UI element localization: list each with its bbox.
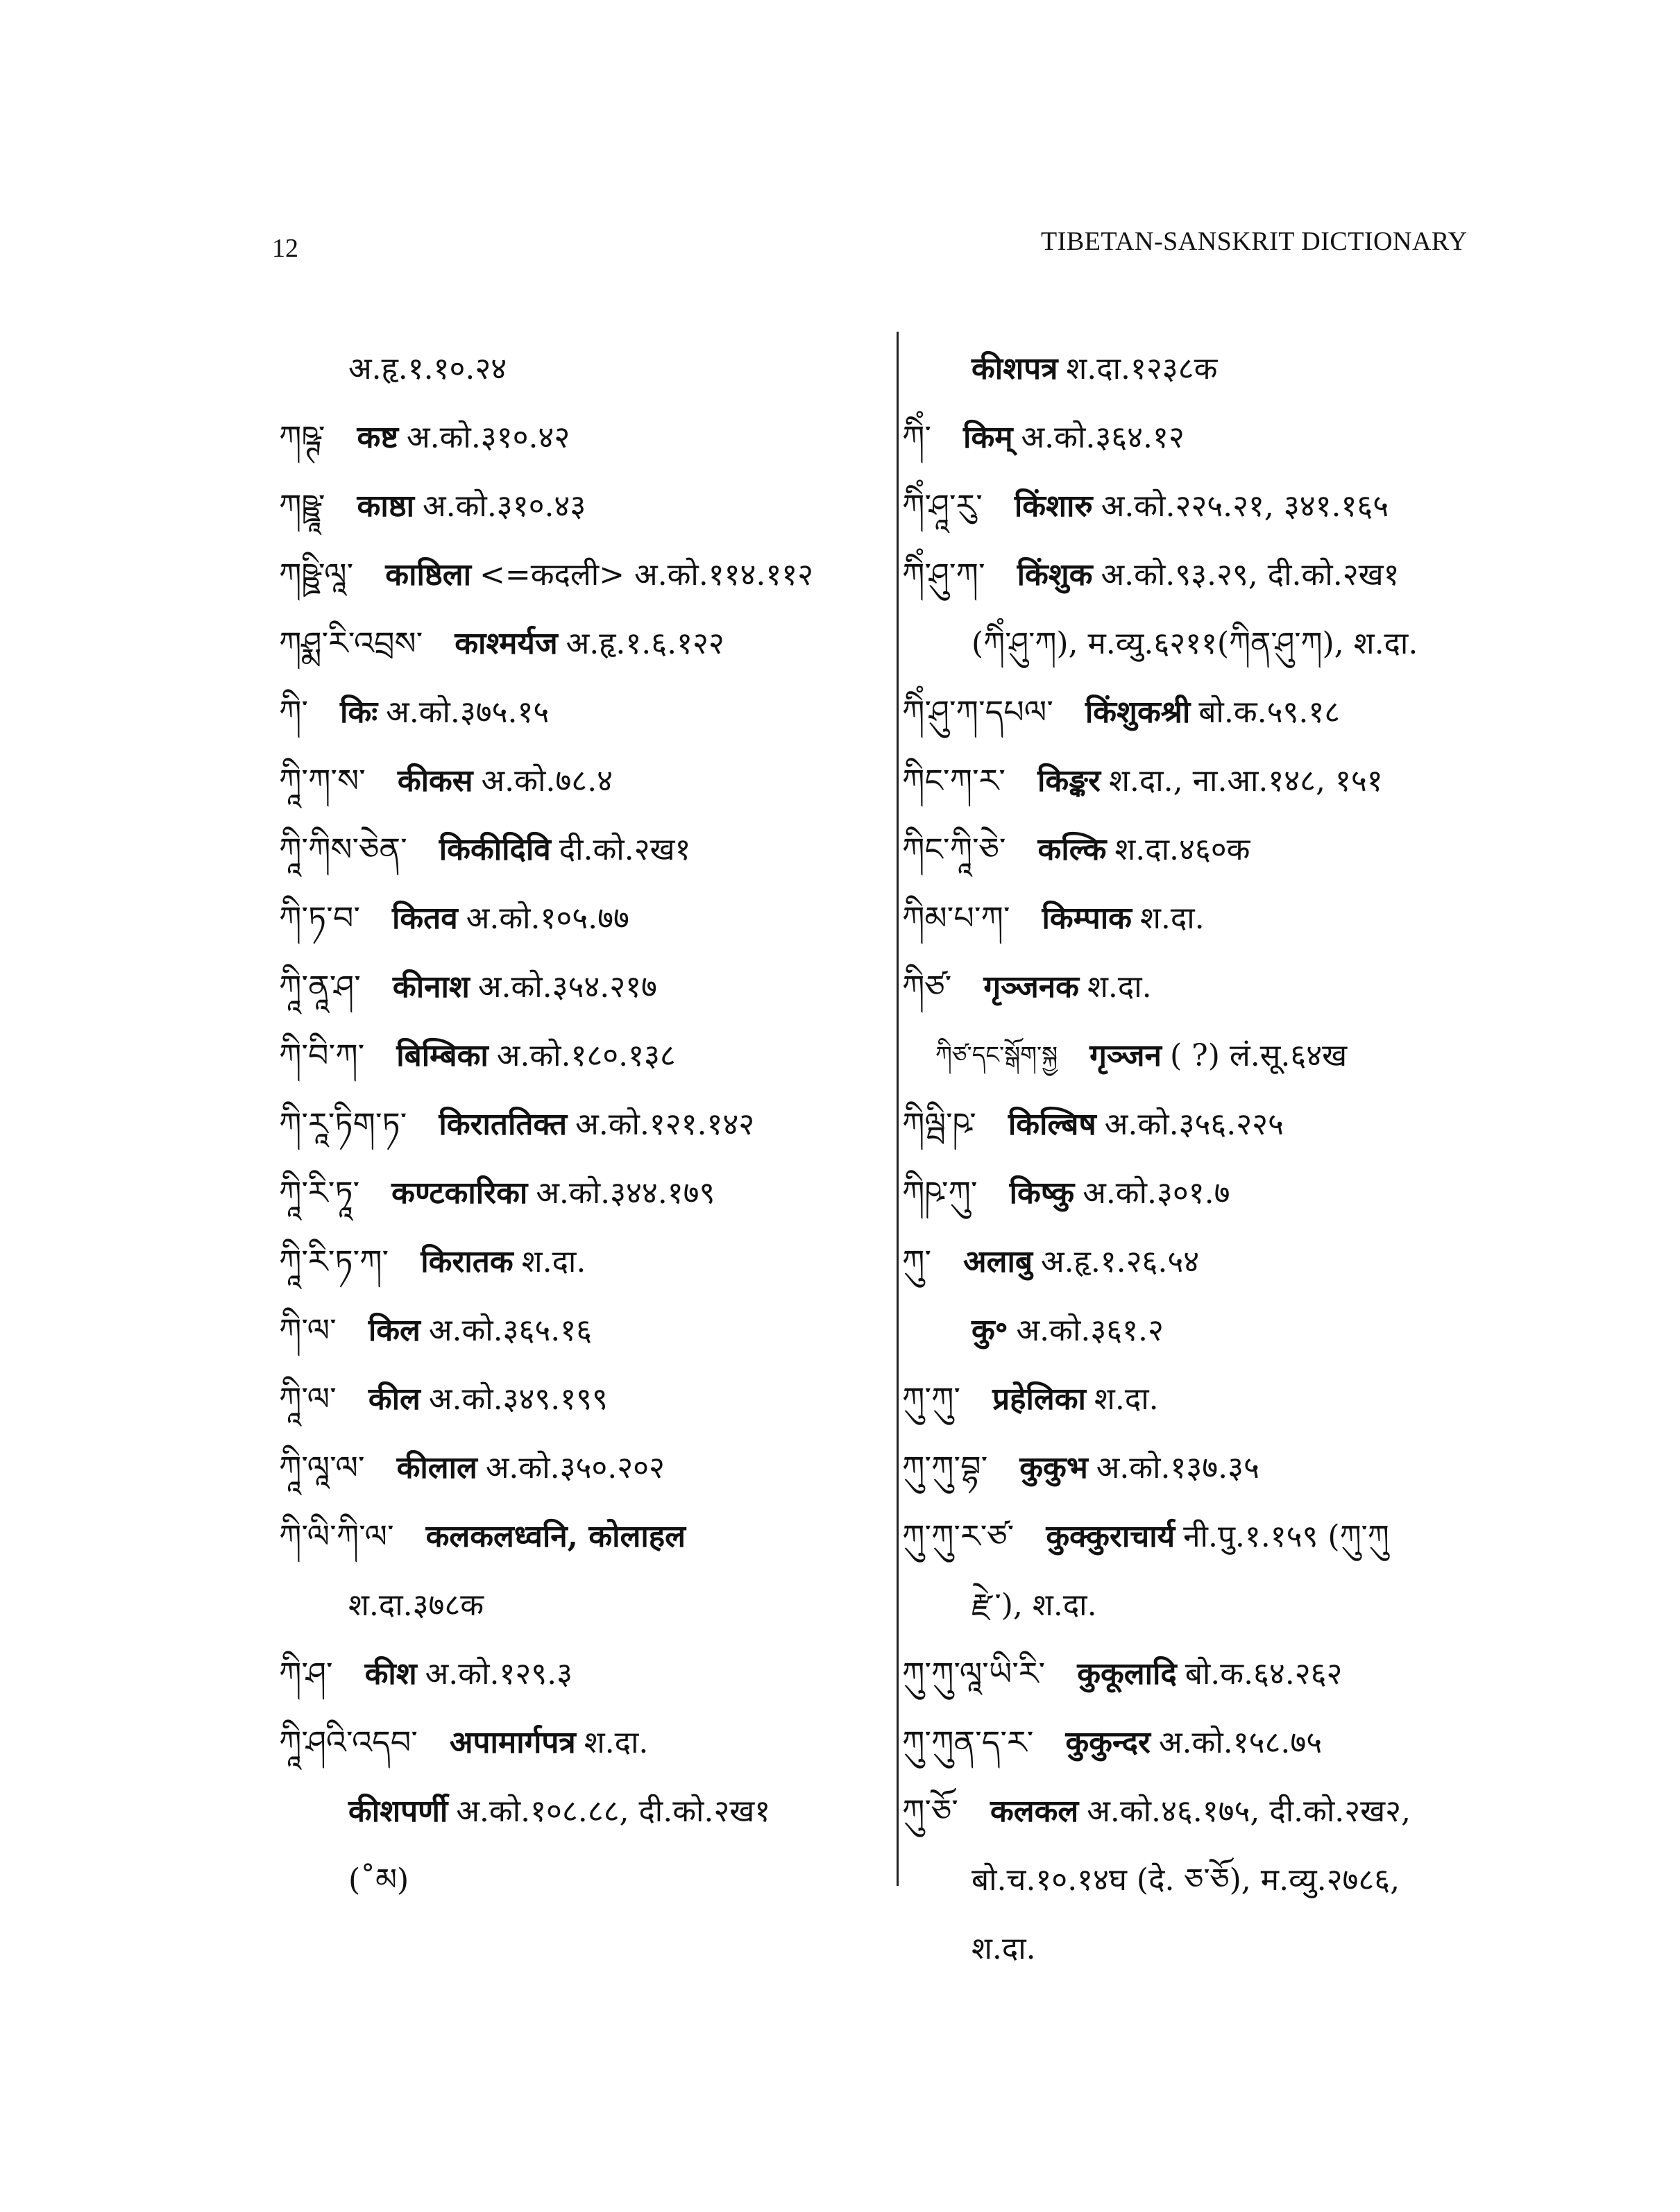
continuation-line: [279, 1571, 883, 1640]
sanskrit-term: गृञ्जनक: [983, 969, 1079, 1005]
tibetan-term: ཀཱི་ལཱ་ལ་: [279, 1449, 365, 1486]
reference: श.दा.: [1139, 901, 1205, 936]
sanskrit-term: किः: [340, 695, 378, 730]
sanskrit-term: कीशपत्र: [971, 351, 1058, 386]
right-column: [902, 334, 1527, 1983]
reference: अ.को.३४४.१७९: [536, 1175, 715, 1211]
tibetan-term: ཀཱི་ཀ་ས་: [279, 762, 366, 799]
dictionary-entry: [279, 1502, 883, 1571]
page-number: 12: [272, 234, 298, 263]
tibetan-term: ཀི་བི་ཀ་: [279, 1037, 365, 1074]
dictionary-entry: [279, 541, 883, 609]
sanskrit-term: किल: [368, 1313, 421, 1348]
sanskrit-term: कीशपर्णी: [348, 1794, 448, 1829]
tibetan-term: ཀི་: [279, 693, 309, 731]
sanskrit-term: कीकस: [397, 763, 473, 799]
reference: अ.को.२२५.२१, ३४१.१६५: [1101, 488, 1389, 524]
sanskrit-term: कितव: [391, 901, 458, 936]
sanskrit-term: किंशारु: [1014, 488, 1093, 524]
tibetan-term: ཀི་རཱ་ཏིག་ཏ་: [279, 1105, 407, 1143]
continuation-line: [902, 334, 1527, 403]
tibetan-term: ཀཥྛཱ་: [279, 487, 325, 525]
tibetan-term: ཀཱི་རི་ཏ་ཀ་: [279, 1243, 389, 1280]
sanskrit-term: किंशुक: [1017, 557, 1093, 593]
dictionary-entry: [902, 678, 1527, 747]
dictionary-entry: [902, 1708, 1527, 1777]
tibetan-term: ཀིཾ་: [902, 418, 932, 456]
sanskrit-term: कल्कि: [1037, 832, 1107, 867]
continuation-text: अ.हृ.१.१०.२४: [348, 351, 507, 386]
tibetan-term: ཀཱི་ཤའི་འདབ་: [279, 1724, 418, 1761]
reference: श.दा.: [1087, 969, 1152, 1005]
dictionary-entry: [279, 1090, 883, 1159]
reference: अ.को.७८.४: [481, 763, 613, 799]
continuation-line: [279, 1777, 883, 1846]
dictionary-entry: [279, 472, 883, 541]
continuation-text: श.दा.: [971, 1931, 1036, 1966]
reference: अ.को.४६.१७५, दी.को.२ख२,: [1087, 1794, 1411, 1829]
sanskrit-term: कीलाल: [396, 1450, 477, 1486]
tibetan-term: ཀིལྦི་ཥ་: [902, 1105, 976, 1143]
dictionary-entry: [902, 747, 1527, 815]
dictionary-entry: [902, 1777, 1527, 1846]
reference: अ.को.३१०.४२: [407, 420, 570, 455]
reference: अ.को.३०१.७: [1083, 1175, 1230, 1211]
sanskrit-term: किरातक: [421, 1244, 514, 1279]
tibetan-term: ཀུ་ཀུ་: [902, 1380, 961, 1418]
reference: नी.पु.१.१५९ (ཀུ་ཀུ: [1183, 1519, 1389, 1554]
reference: दी.को.२ख१: [559, 832, 691, 867]
reference: अ.को.१०५.७७: [466, 901, 629, 936]
sanskrit-term: प्रहेलिका: [992, 1381, 1086, 1417]
continuation-text: རྫེ་), श.दा.: [971, 1588, 1097, 1623]
dictionary-entry: [902, 1365, 1527, 1433]
reference: अ.को.३६५.१६: [428, 1313, 593, 1348]
reference: श.दा.१२३८क: [1066, 351, 1218, 386]
continuation-line: [902, 1571, 1527, 1640]
sanskrit-term: कीनाश: [392, 969, 470, 1005]
dictionary-entry: [279, 884, 883, 953]
continuation-text: (ཀིཾ་ཤུ་ཀ), म.व्यु.६२११(ཀིན་ཤུ་ཀ), श.दा.: [971, 626, 1418, 661]
continuation-text: श.दा.३७८क: [348, 1588, 484, 1623]
continuation-line: [279, 334, 883, 403]
dictionary-entry: [902, 1433, 1527, 1502]
tibetan-term: ཀི་ཏ་བ་: [279, 899, 360, 937]
tibetan-term: ཀི་ལི་ཀི་ལ་: [279, 1517, 394, 1555]
tibetan-term: ཀི་ལ་: [279, 1311, 337, 1349]
continuation-line: [902, 1296, 1527, 1365]
dictionary-entry: [279, 1296, 883, 1365]
sanskrit-term: गृञ्जन: [1089, 1038, 1162, 1073]
left-column: [279, 334, 883, 1914]
sanskrit-term: कुक्कुराचार्य: [1046, 1519, 1176, 1554]
tibetan-term: ཀུ་ཅོ་: [902, 1792, 958, 1830]
sanskrit-term: कील: [368, 1381, 421, 1417]
reference: <=कदली> अ.को.११४.११२: [480, 557, 814, 593]
tibetan-term: ཀིམ་པ་ཀ་: [902, 899, 1010, 937]
dictionary-entry: [279, 1365, 883, 1433]
tibetan-term: ཀིཾ་ཤུ་ཀ་: [902, 556, 985, 593]
reference: अ.को.१५८.७५: [1158, 1725, 1323, 1760]
sanskrit-term: काष्ठिला: [385, 557, 472, 593]
tibetan-term: ཀཱི་ལ་: [279, 1380, 337, 1418]
tibetan-term: ཀི་ཤ་: [279, 1655, 333, 1692]
sanskrit-term: अलाबु: [963, 1244, 1033, 1279]
reference: अ.को.३७५.१५: [386, 695, 550, 730]
dictionary-entry: [279, 1159, 883, 1227]
sanskrit-term: कलकलध्वनि, कोलाहल: [425, 1519, 686, 1554]
dictionary-entry: [902, 815, 1527, 884]
sanskrit-term: किल्बिष: [1008, 1107, 1096, 1142]
tibetan-term: ཀུ་: [902, 1243, 932, 1280]
dictionary-entry: [279, 609, 883, 678]
tibetan-term: ཀཱི་ནཱ་ཤ་: [279, 968, 361, 1005]
sanskrit-term: काष्ठा: [357, 488, 415, 524]
reference: अ.को.१२१.१४२: [575, 1107, 755, 1142]
sanskrit-term: कीश: [364, 1656, 417, 1692]
reference: श.दा.: [1094, 1381, 1159, 1417]
dictionary-entry: [902, 403, 1527, 472]
reference: ( ?) लं.सू.६४ख: [1169, 1038, 1348, 1073]
dictionary-entry: [279, 1640, 883, 1708]
reference: अ.हृ.१.२६.५४: [1041, 1244, 1200, 1279]
reference: अ.को.१३७.३५: [1096, 1450, 1259, 1486]
reference: अ.को.३६१.२: [1016, 1313, 1164, 1348]
sanskrit-term: कलकल: [990, 1794, 1079, 1829]
sanskrit-term: किकीदिवि: [439, 832, 551, 867]
reference: अ.को.३५४.२१७: [477, 969, 657, 1005]
running-title: TIBETAN-SANSKRIT DICTIONARY: [1041, 227, 1468, 256]
tibetan-term: ཀིཾ་ཤུ་ཀ་དཔལ་: [902, 693, 1053, 731]
reference: अ.को.३४९.१९९: [428, 1381, 608, 1417]
sanskrit-term: किम्: [963, 420, 1013, 455]
reference: श.दा.: [584, 1725, 649, 1760]
dictionary-entry: [902, 1640, 1527, 1708]
sanskrit-term: किङ्कर: [1037, 763, 1101, 799]
dictionary-entry: [279, 815, 883, 884]
reference: अ.को.३१०.४३: [423, 488, 586, 524]
sanskrit-term: कुकुन्दर: [1065, 1725, 1151, 1760]
reference: बो.क.६४.२६२: [1185, 1656, 1343, 1692]
dictionary-entry: [902, 1502, 1527, 1571]
sanskrit-term: कष्ट: [357, 420, 399, 455]
tibetan-term: ཀུ་ཀུ་ར་ཙ་: [902, 1517, 1015, 1555]
reference: श.दा.: [521, 1244, 586, 1279]
reference: अ.को.३५६.२२५: [1104, 1107, 1284, 1142]
sanskrit-term: किंशुकश्री: [1085, 695, 1191, 730]
dictionary-entry: [279, 1433, 883, 1502]
reference: अ.हृ.१.६.१२२: [566, 626, 724, 661]
tibetan-term: ཀཱི་ཀིས་ཅེན་: [279, 831, 407, 868]
tibetan-term: ཀཥྛི་ལཱ་: [279, 556, 354, 593]
reference: अ.को.१०८.८८, दी.को.२ख१: [456, 1794, 771, 1829]
sanskrit-term: कण्टकारिका: [391, 1175, 528, 1211]
sanskrit-term: कु॰: [971, 1313, 1008, 1348]
reference: अ.को.९३.२९, दी.को.२ख१: [1101, 557, 1400, 593]
sanskrit-term: काश्मर्यज: [455, 626, 558, 661]
reference: श.दा.४६०क: [1114, 832, 1250, 867]
sanskrit-term: कुकुभ: [1019, 1450, 1088, 1486]
reference: अ.को.१८०.१३८: [496, 1038, 676, 1073]
dictionary-entry: [902, 1090, 1527, 1159]
dictionary-entry: [279, 747, 883, 815]
dictionary-entry: [279, 1227, 883, 1296]
continuation-line: [902, 1914, 1527, 1983]
tibetan-term: ཀུ་ཀུ་བྷ་: [902, 1449, 988, 1486]
tibetan-term: ཀཤྨ་རི་འབྲས་: [279, 624, 423, 662]
tibetan-term: ཀཥྚ་: [279, 418, 325, 456]
dictionary-entry: [279, 1708, 883, 1777]
reference: अ.को.३५०.२०२: [485, 1450, 665, 1486]
dictionary-entry: [279, 678, 883, 747]
tibetan-term: ཀིཾ་ཤཱ་རུ་: [902, 487, 983, 525]
continuation-line: [902, 609, 1527, 678]
tibetan-term: ཀིང་ཀཱི་ཅེ་: [902, 831, 1006, 868]
sanskrit-term: कुकूलादि: [1077, 1656, 1177, 1692]
tibetan-term: ཀུ་ཀུན་ད་ར་: [902, 1724, 1034, 1761]
tibetan-term: ཀིཙ་: [902, 968, 952, 1005]
tibetan-term: ཀིཙ་དང་སྒོག་སྐྱ: [935, 1041, 1058, 1069]
tibetan-term: ཀཱི་རི་ཏཱ་: [279, 1174, 360, 1211]
dictionary-entry: [902, 1227, 1527, 1296]
continuation-text: बो.च.१०.१४घ (दे. ཅ་ཅོ), म.व्यु.२७८६,: [971, 1862, 1400, 1898]
dictionary-entry: [902, 1159, 1527, 1227]
column-divider: [897, 332, 899, 1886]
dictionary-entry: [902, 953, 1527, 1021]
sub-entry: [902, 1021, 1527, 1090]
continuation-line: [902, 1846, 1527, 1914]
continuation-text: (˚མ): [348, 1862, 409, 1898]
continuation-line: [279, 1846, 883, 1914]
sanskrit-term: किष्कु: [1009, 1175, 1075, 1211]
tibetan-term: ཀུ་ཀུ་ལཱ་ཡི་རི་: [902, 1655, 1046, 1692]
dictionary-entry: [902, 472, 1527, 541]
reference: अ.को.१२९.३: [425, 1656, 572, 1692]
sanskrit-term: किम्पाक: [1042, 901, 1132, 936]
sanskrit-term: अपामार्गपत्र: [449, 1725, 576, 1760]
dictionary-entry: [279, 403, 883, 472]
reference: अ.को.३६४.१२: [1021, 420, 1185, 455]
dictionary-entry: [902, 884, 1527, 953]
reference: बो.क.५९.१८: [1198, 695, 1341, 730]
reference: श.दा., ना.आ.१४८, १५१: [1109, 763, 1383, 799]
dictionary-entry: [902, 541, 1527, 609]
sanskrit-term: किराततिक्त: [439, 1107, 568, 1142]
tibetan-term: ཀིང་ཀ་ར་: [902, 762, 1006, 799]
dictionary-entry: [279, 1021, 883, 1090]
dictionary-entry: [279, 953, 883, 1021]
sanskrit-term: बिम्बिका: [396, 1038, 489, 1073]
tibetan-term: ཀིཥ་ཀུ་: [902, 1174, 978, 1211]
